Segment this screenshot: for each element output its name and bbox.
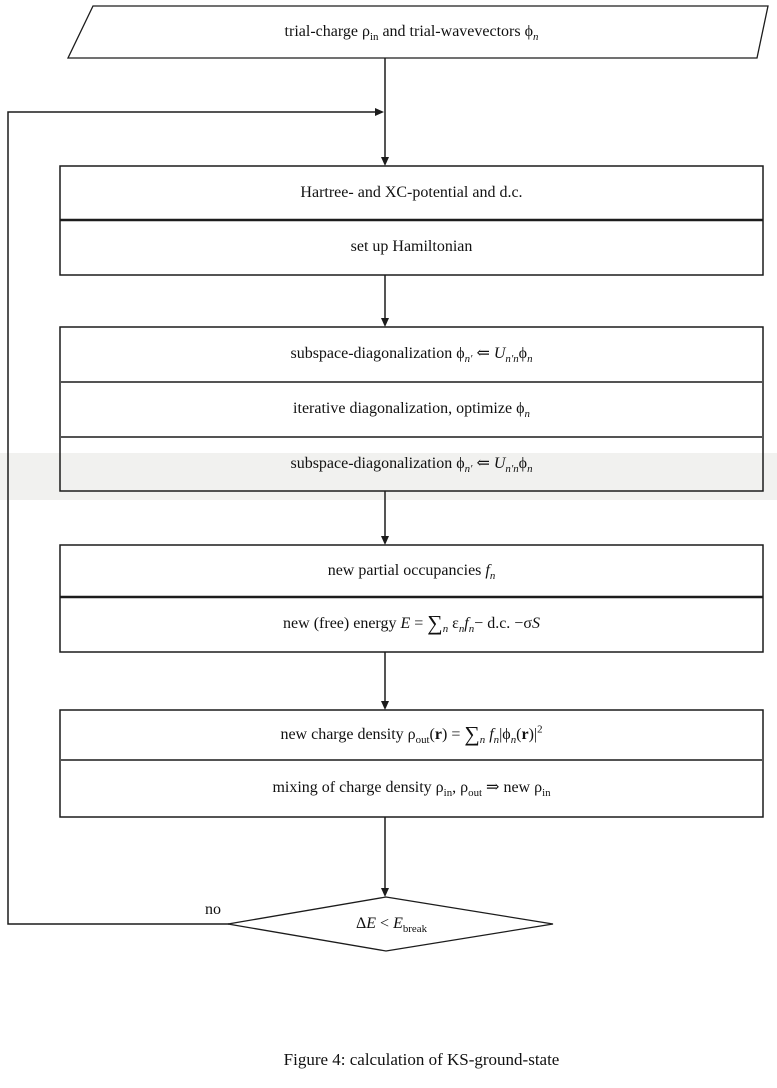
free-energy-text: new (free) energy $E = \sum_n$ $\varepsilon_nf_n- d.c$. −σS (283, 611, 540, 636)
no-branch-text: no (205, 901, 221, 918)
figure-caption (70, 1050, 773, 1070)
arrowhead-2-icon (381, 318, 389, 327)
iterative-diagonalization-label (60, 382, 763, 437)
hartree-xc-label (60, 166, 763, 220)
arrowhead-4-icon (381, 701, 389, 710)
arrowhead-3-icon (381, 536, 389, 545)
hamiltonian-text: set up Hamiltonian (350, 238, 473, 256)
decision-text: $\Delta E < E_{break}$ (355, 914, 428, 935)
subspace-diagonalization-label-1 (60, 327, 763, 382)
figure-caption-text: Figure 4: calculation of KS-ground-state (283, 1050, 560, 1069)
mixing-label (60, 760, 763, 817)
subspace-1-text: subspace-diagonalization $\phi_{n'}$ ⇐ $U_{n'n}\phi_n$ (290, 345, 533, 366)
input-label (60, 6, 763, 58)
arrowhead-5-icon (381, 888, 389, 897)
hartree-xc-text: Hartree- and XC-potential and d.c. (300, 183, 523, 201)
occupancies-label (60, 545, 763, 597)
no-branch-label (194, 898, 232, 922)
charge-density-text: new charge density $\rho_{out}(r) = \sum_n$ $f_n|\phi_n(r)|^2$ (280, 721, 543, 746)
arrowhead-1-icon (381, 157, 389, 166)
decision-label (229, 897, 554, 951)
subspace-diagonalization-label-2 (60, 437, 763, 491)
occupancies-text: new partial occupancies $f_n$ (327, 561, 496, 582)
iterative-text: iterative diagonalization, optimize $\phi_n$ (293, 400, 530, 421)
subspace-2-text: subspace-diagonalization $\phi_{n'}$ ⇐ $U_{n'n}\phi_n$ (290, 454, 533, 475)
hamiltonian-label (60, 220, 763, 275)
free-energy-label (60, 597, 763, 652)
input-label-text: trial-charge $\rho_{in}$ and trial-wavevectors $\phi_n$ (284, 22, 539, 43)
feedback-arrowhead-icon (375, 108, 384, 116)
mixing-text: mixing of charge density $\rho_{in}$, $\rho_{out}$ ⇒ new $\rho_{in}$ (272, 779, 551, 800)
charge-density-label (60, 710, 763, 760)
